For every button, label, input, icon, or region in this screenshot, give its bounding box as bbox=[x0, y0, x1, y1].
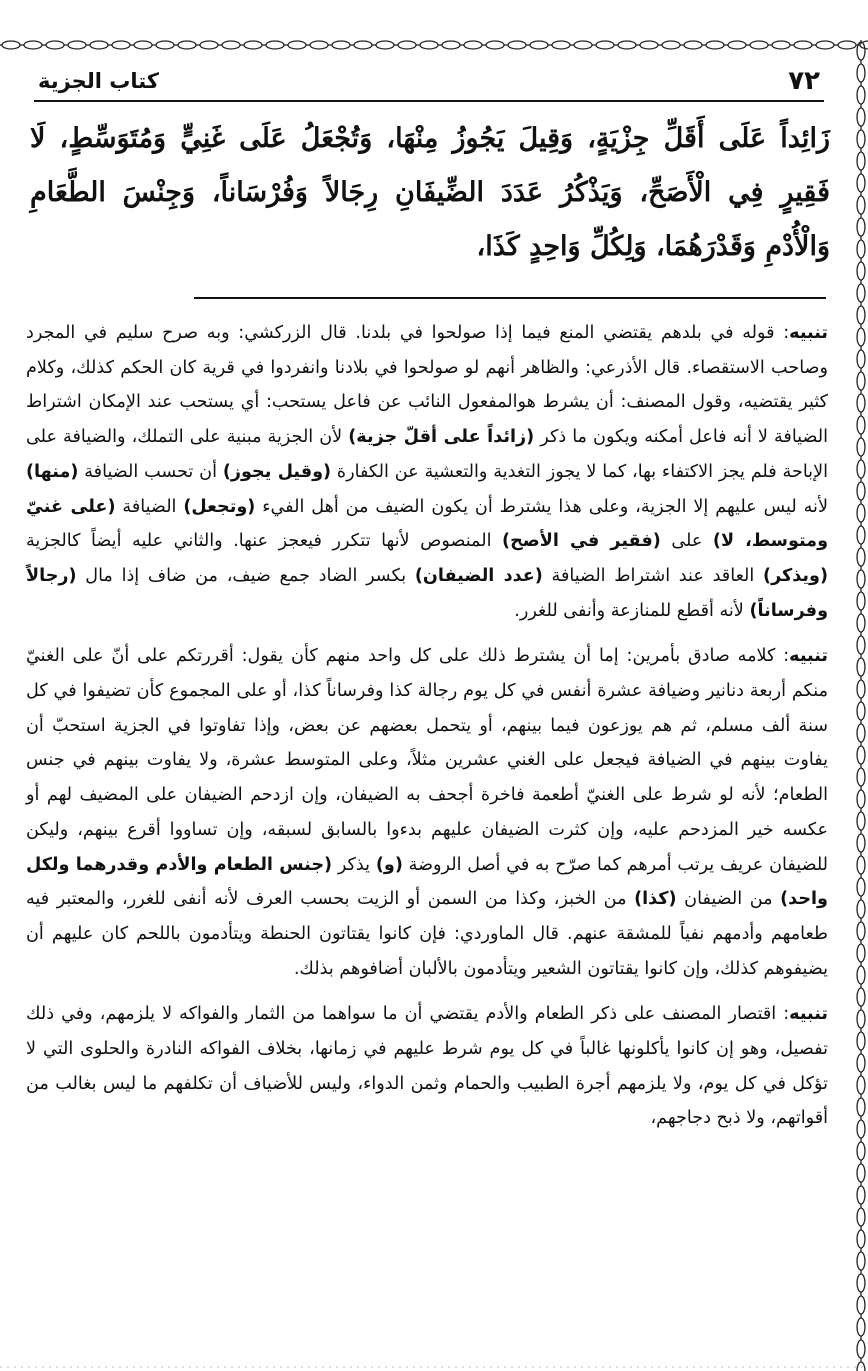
commentary-paragraph-3: تنبيه: اقتصار المصنف على ذكر الطعام والأدم يقتضي أن ما سواهما من الثمار والفواكه لا يلزمهم، وفي ذلك تفصيل، وهو إن كانوا يأكلونها غالباً في كل يوم شرط عليهم في زمانها، بخلاف الفواكه النادرة والحلوى التي لا تؤكل في كل يوم، ولا يلزمهم أجرة الطبيب والحمام وثمن الدواء، وليس للأضياف أن تكلفهم ما ليس بغالب من أقواتهم، ولا ذبح دجاجهم، bbox=[26, 1004, 828, 1129]
quoted-matn: (جنس الطعام والأدم وقدرهما ولكل واحد) bbox=[26, 854, 828, 910]
commentary-paragraph-1: تنبيه: قوله في بلدهم يقتضي المنع فيما إذا صولحوا في بلدنا. قال الزركشي: وبه صرح سليم في المجرد وصاحب الاستقصاء. قال الأذرعي: والظاهر أنهم لو صولحوا في بلادنا وانفردوا في قرية كان الحكم كذلك، وكلام كثير يقتضيه، وقول المصنف: أن يشرط هوالمفعول النائب عن فاعل يستحب: أي يستحب عند الإمكان اشتراط الضيافة لا أنه فاعل أمكنه ويكون ما ذكر (زائداً على أقلّ جزية) لأن الجزية مبنية على التملك، والضيافة على الإباحة فلم يجز الاكتفاء بها، كما لا يجوز التغدية والتعشية عن الكفارة (وقيل يجوز) أن تحسب الضيافة (منها) لأنه ليس عليهم إلا الجزية، وعلى هذا يشترط أن يكون الضيف من أهل الفيء (وتجعل) الضيافة (على غنيّ ومتوسط، لا) على (فقير في الأصح) المنصوص لأنها تتكرر فيعجز عنها. والثاني عليه أيضاً كالجزية (ويذكر) العاقد عند اشتراط الضيافة (عدد الضيفان) بكسر الضاد جمع ضيف، من ضاف إذا مال (رجالاً وفرساناً) لأنه أقطع للمنازعة وأنفى للغرر. bbox=[26, 323, 829, 621]
running-header bbox=[34, 64, 824, 102]
quoted-matn: (زائداً على أقلّ جزية) bbox=[348, 427, 535, 448]
text-divider bbox=[194, 297, 826, 299]
quoted-matn: (و) bbox=[375, 854, 403, 875]
quoted-matn: (كذا) bbox=[634, 889, 677, 910]
page-number: ٧٢ bbox=[788, 66, 820, 96]
quoted-matn: (وقيل يجوز) bbox=[222, 461, 332, 482]
scan-bottom-edge bbox=[0, 1349, 868, 1371]
top-ornamental-border bbox=[0, 38, 868, 52]
quoted-matn: (فقير في الأصح) bbox=[502, 531, 661, 552]
quoted-matn: (وتجعل) bbox=[183, 496, 256, 517]
book-title: كتاب الجزية bbox=[38, 69, 159, 93]
quoted-matn: (رجالاً وفرساناً) bbox=[26, 565, 828, 621]
right-ornamental-border bbox=[854, 40, 868, 1371]
quoted-matn: (ويذكر) bbox=[763, 565, 828, 586]
commentary-paragraph-2: تنبيه: كلامه صادق بأمرين: إما أن يشترط ذلك على كل واحد منهم كأن يقول: أقررتكم على أنّ على الغنيّ منكم أربعة دنانير وضيافة عشرة أنفس في كل يوم رجالة كذا وفرساناً كذا، أو على المجموع كأن تضيفوا في كل سنة ألف مسلم، ثم هم يوزعون فيما بينهم، أو يتحمل بعضهم عن بعض، وإذا تفاوتوا في الجزية استحبّ أن يفاوت بينهم في الضيافة فيجعل على الغني عشرين مثلاً، وعلى المتوسط عشرة، ولا يفاوت بينهم في جنس الطعام؛ لأنه لو شرط على الغنيّ أطعمة فاخرة أجحف به الضيفان، وإن ازدحم الضيفان على المضيف لهم أو عكسه خير المزدحم عليه، وإن كثرت الضيفان عليهم بدءوا بالسابق لسبقه، وإن تساووا أقرع بينهم، وليكن للضيفان عريف يرتب أمرهم كما صرّح به في أصل الروضة (و) يذكر (جنس الطعام والأدم وقدرهما ولكل واحد) من الضيفان (كذا) من الخبز، وكذا من السمن أو الزيت بحسب العرف لأنه أنفى للغرر، والمعتبر فيه طعامهم وأدمهم نفياً للمشقة عنهم. قال الماوردي: فإن كانوا يقتاتون الحنطة ويتأدمون باللحم كان عليهم أن يضيفوهم كذلك، وإن كانوا يقتاتون الشعير ويتأدمون بالألبان أضافوهم بذلك. bbox=[26, 646, 829, 979]
note-label: تنبيه bbox=[789, 323, 828, 343]
commentary bbox=[26, 316, 828, 1147]
quoted-matn: (منها) bbox=[26, 461, 79, 482]
note-label: تنبيه bbox=[789, 1004, 828, 1025]
quoted-matn: (عدد الضيفان) bbox=[414, 565, 543, 586]
quoted-matn: (على غنيّ ومتوسط، لا) bbox=[26, 496, 829, 552]
note-label: تنبيه bbox=[789, 646, 828, 667]
main-text: زَائِداً عَلَى أَقَلِّ جِزْيَةٍ، وَقِيلَ يَجُوزُ مِنْهَا، وَتُجْعَلُ عَلَى غَنِيٍّ وَمُتَوَسِّطٍ، لَا فَقِيرٍ فِي الْأَصَحِّ، وَيَذْكُرُ عَدَدَ الضِّيفَانِ رِجَالاً وَفُرْسَاناً، وَجِنْسَ الطَّعَامِ وَالْأُدْمِ وَقَدْرَهُمَا، وَلِكُلِّ وَاحِدٍ كَذَا، bbox=[30, 123, 830, 262]
